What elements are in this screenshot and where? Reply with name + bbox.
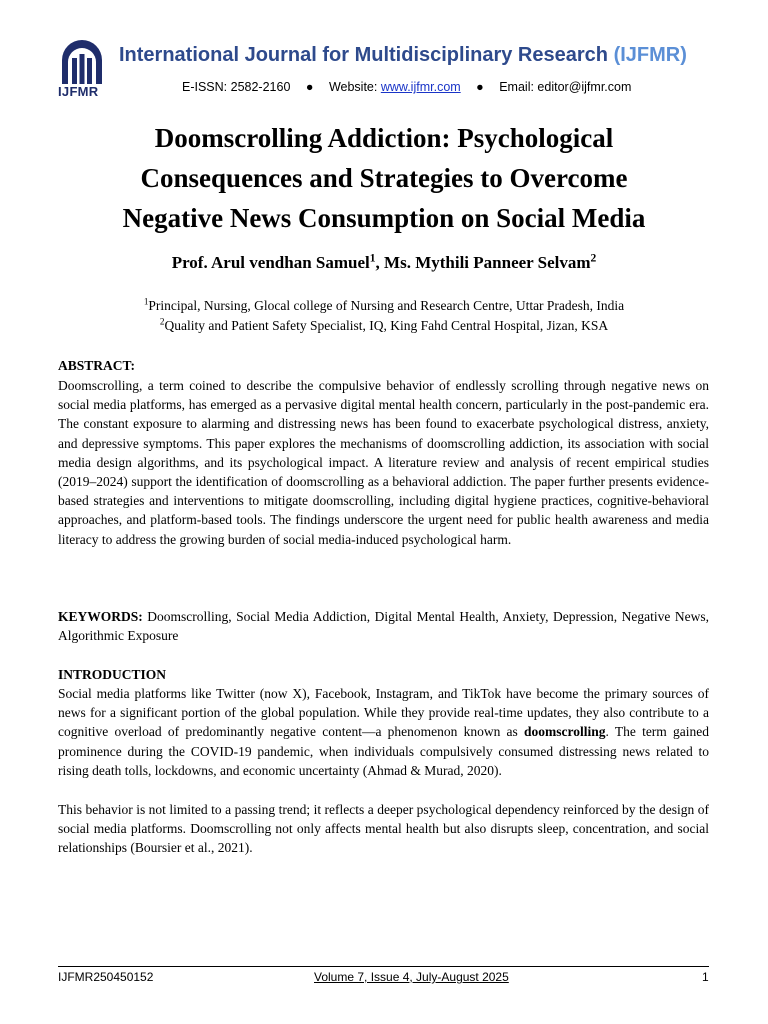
introduction-heading: INTRODUCTION <box>58 667 167 682</box>
footer-page-number: 1 <box>702 970 709 984</box>
footer-paper-id: IJFMR250450152 <box>58 970 154 984</box>
affiliation-2-sup: 2 <box>159 316 165 327</box>
affiliation-2 <box>40 318 728 334</box>
logo-text: IJFMR <box>58 84 99 99</box>
paper-title-line-1: Doomscrolling Addiction: Psychological <box>154 123 614 153</box>
footer-issue-link[interactable]: Volume 7, Issue 4, July-August 2025 <box>314 970 509 984</box>
affiliation-1 <box>40 298 728 314</box>
journal-contact-line <box>182 80 631 94</box>
author-1-sup: 1 <box>369 251 376 265</box>
author-separator: , <box>375 253 385 272</box>
footer-divider <box>58 966 709 967</box>
introduction-paragraph-1 <box>58 684 709 780</box>
authors <box>40 253 728 273</box>
journal-title <box>119 44 687 67</box>
journal-title-text: International Journal for Multidisciplinary Research <box>119 44 608 66</box>
keywords <box>58 607 709 645</box>
affiliation-1-sup: 1 <box>143 296 149 307</box>
bullet-icon: ● <box>305 80 314 94</box>
intro-p1-bold-term: doomscrolling <box>524 724 606 740</box>
journal-abbr: (IJFMR) <box>613 44 687 66</box>
intro-p1-start: Social media platforms like Twitter (now X), Facebook, Instagram, and TikTok have become the primary sources of news for a significant portion of the global population. While they provide real-time updates, they also contribute to a cognitive overload of predominantly negative content—a phenomenon known as <box>58 686 709 740</box>
author-1: Prof. Arul vendhan Samuel <box>171 253 370 272</box>
eissn: E-ISSN: 2582-2160 <box>182 80 291 94</box>
bullet-icon: ● <box>476 80 484 94</box>
intro-p1-end: . The term gained prominence during the COVID-19 pandemic, when individuals compulsively consumed distressing news related to rising death tolls, lockdowns, and economic uncertainty (Ahmad & Murad, 2020). <box>58 724 709 778</box>
author-2-sup: 2 <box>590 251 597 265</box>
keywords-label: KEYWORDS: <box>58 609 143 624</box>
website-label: Website: <box>328 80 381 94</box>
paper-title <box>40 118 728 238</box>
journal-logo-icon <box>58 40 106 84</box>
author-2: Ms. Mythili Panneer Selvam <box>384 253 591 272</box>
abstract-heading: ABSTRACT: <box>58 358 136 373</box>
abstract-text: Doomscrolling, a term coined to describe the compulsive behavior of endlessly scrolling through negative news on social media platforms, has emerged as a pervasive digital mental health concern, particularly in the post-pandemic era. The constant exposure to alarming and distressing news has been found to exacerbate psychological distress, anxiety, and depressive symptoms. This paper explores the mechanisms of doomscrolling addiction, its association with social media design algorithms, and its psychological impact. A literature review and analysis of recent empirical studies (2019–2024) support the identification of doomscrolling as a behavioral addiction. The paper further presents evidence-based strategies and interventions to mitigate doomscrolling, including digital hygiene practices, cognitive-behavioral approaches, and platform-based tools. The findings underscore the urgent need for public health awareness and media literacy to address the growing burden of social media-induced psychological harm. <box>58 378 709 547</box>
paper-title-line-2: Consequences and Strategies to Overcome <box>140 163 628 193</box>
affiliation-1-text: Principal, Nursing, Glocal college of Nursing and Research Centre, Uttar Pradesh, India <box>148 298 625 313</box>
introduction-paragraph-2: This behavior is not limited to a passing trend; it reflects a deeper psychological dependency reinforced by the design of social media platforms. Doomscrolling not only affects mental health but also disrupts sleep, concentration, and social relationships (Boursier et al., 2021). <box>58 802 709 856</box>
keywords-text: Doomscrolling, Social Media Addiction, Digital Mental Health, Anxiety, Depression, Negative News, Algorithmic Exposure <box>58 609 709 644</box>
website-link[interactable]: www.ijfmr.com <box>380 80 461 94</box>
affiliation-2-text: Quality and Patient Safety Specialist, IQ, King Fahd Central Hospital, Jizan, KSA <box>164 318 609 333</box>
email: Email: editor@ijfmr.com <box>499 80 632 94</box>
paper-title-line-3: Negative News Consumption on Social Media <box>122 203 646 233</box>
